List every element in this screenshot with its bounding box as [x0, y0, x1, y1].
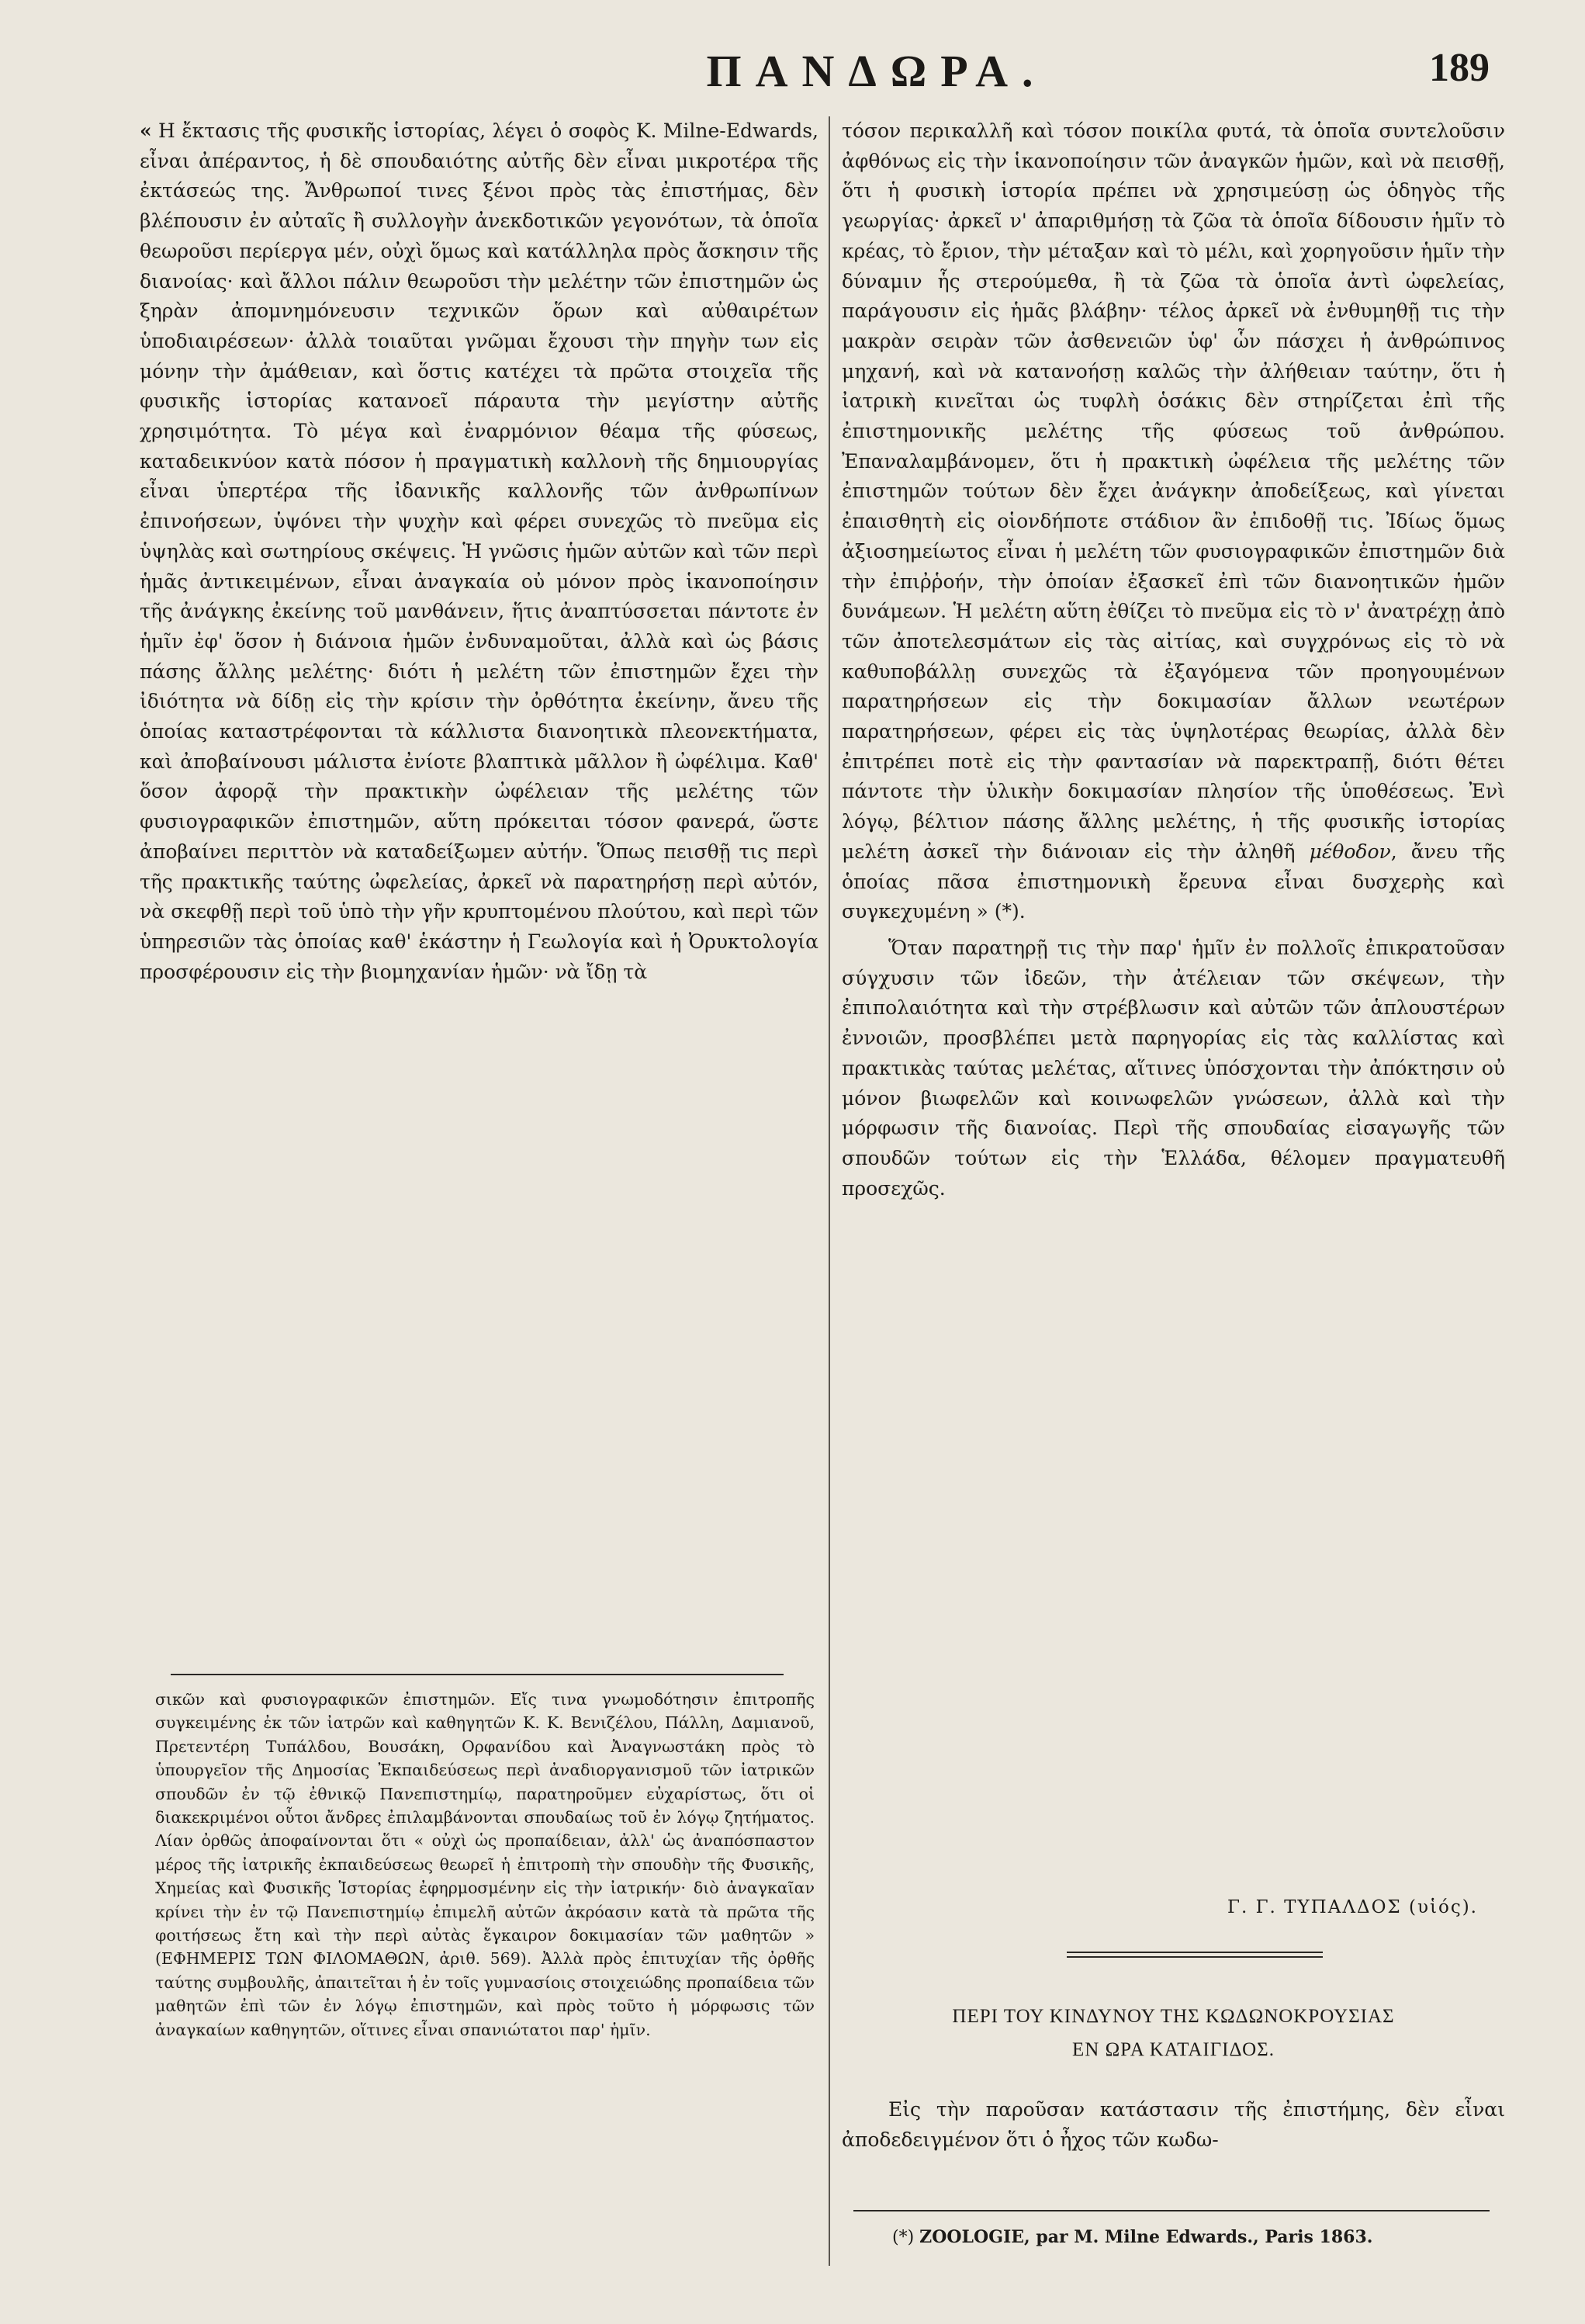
footnote-citation: ZOOLOGIE, par M. Milne Edwards., Paris 1863. — [919, 2227, 1373, 2247]
left-column — [140, 116, 818, 987]
page-header — [140, 31, 1505, 101]
right-column-paragraph-2: Ὅταν παρατηρῇ τις τὴν παρ' ἡμῖν ἐν πολλοῖς ἐπικρατοῦσαν σύγχυσιν τῶν ἰδεῶν, τὴν ἀτέλειαν τῶν σκέψεων, τὴν ἐπιπολαιότητα καὶ τὴν στρέβλωσιν καὶ αὐτῶν τῶν ἁπλουστέρων ἐννοιῶν, προσβλέπει μετὰ παρηγορίας εἰς τὰς καλλίστας καὶ πρακτικὰς ταύτας μελέτας, αἵτινες ὑπόσχονται τὴν ἀπόκτησιν οὐ μόνον βιωφελῶν καὶ κοινωφελῶν γνώσεων, ἀλλὰ καὶ τὴν μόρφωσιν τῆς διανοίας. Περὶ τῆς σπουδαίας εἰσαγωγῆς τῶν σπουδῶν τούτων εἰς τὴν Ἑλλάδα, θέλομεν πραγματευθῆ προσεχῶς. — [842, 936, 1505, 1200]
page-number: 189 — [1429, 46, 1490, 90]
right-column-paragraph-1 — [842, 116, 1505, 927]
footnote-marker: (*) — [892, 2228, 915, 2247]
left-footnote: σικῶν καὶ φυσιογραφικῶν ἐπιστημῶν. Εἴς τινα γνωμοδότησιν ἐπιτροπῆς συγκειμένης ἐκ τῶν ἰατρῶν καὶ καθηγητῶν Κ. Κ. Βενιζέλου, Πάλλη, Δαμιανοῦ, Πρετεντέρη Τυπάλδου, Βουσάκη, Ορφανίδου καὶ Ἀναγνωστάκη πρὸς τὸ ὑπουργεῖον τῆς Δημοσίας Ἐκπαιδεύσεως περὶ ἀναδιοργανισμοῦ τῶν ἰατρικῶν σπουδῶν ἐν τῷ ἐθνικῷ Πανεπιστημίῳ, παρατηροῦμεν εὐχαρίστως, ὅτι οἱ διακεκριμένοι οὗτοι ἄνδρες ἐπιλαμβάνονται σπουδαίως τοῦ ἐν λόγῳ ζητήματος. Λίαν ὀρθῶς ἀποφαίνονται ὅτι « οὐχὶ ὡς προπαίδειαν, ἀλλ' ὡς ἀναπόσπαστον μέρος τῆς ἰατρικῆς ἐκπαιδεύσεως θεωρεῖ ἡ ἐπιτροπὴ τὴν σπουδὴν τῆς Φυσικῆς, Χημείας καὶ Φυσικῆς Ἱστορίας ἐφηρμοσμένην εἰς τὴν ἰατρικήν· διὸ ἀναγκαῖαν κρίνει τὴν ἐν τῷ Πανεπιστημίῳ ἐπιμελῆ αὐτῶν ἀκρόασιν κατὰ τὰ πρῶτα τῆς φοιτήσεως ἔτη καὶ τὴν περὶ αὐτὰς ἔγκαιρον δοκιμασίαν τῶν μαθητῶν » (ΕΦΗΜΕΡΙΣ ΤΩΝ ΦΙΛΟΜΑΘΩΝ, ἀριθ. 569). Ἀλλὰ πρὸς ἐπιτυχίαν τῆς ὀρθῆς ταύτης συμβουλῆς, ἀπαιτεῖται ἡ ἐν τοῖς γυμνασίοις στοιχειώδης προπαίδεια τῶν μαθητῶν ἐπὶ τῶν ἐν λόγῳ ἐπιστημῶν, καὶ πρὸς τοῦτο ἡ μόρφωσις τῶν ἀναγκαίων καθηγητῶν, οἵτινες εἶναι σπανιώτατοι παρ' ἡμῖν. — [155, 1690, 815, 2039]
right-column-text-part2: , ἄνευ τῆς ὁποίας πᾶσα ἐπιστημονικὴ ἔρευνα εἶναι δυσχερὴς καὶ συγκεχυμένη » (*). — [842, 840, 1505, 923]
section-text: Εἰς τὴν παροῦσαν κατάστασιν τῆς ἐπιστήμης, δὲν εἶναι ἀποδεδειγμένον ὅτι ὁ ἦχος τῶν κωδω- — [842, 2098, 1505, 2151]
section-rule-bottom — [1067, 1956, 1323, 1958]
left-column-body — [140, 116, 818, 987]
italic-word: μέθοδον — [1309, 840, 1391, 863]
section-title-line-1: ΠΕΡΙ ΤΟΥ ΚΙΝΔΥΝΟΥ ΤΗΣ ΚΩΔΩΝΟΚΡΟΥΣΙΑΣ — [952, 2006, 1395, 2027]
left-column-text: Η ἔκτασις τῆς φυσικῆς ἱστορίας, λέγει ὁ σοφὸς Κ. Milne-Edwards, εἶναι ἀπέραντος, ἡ δὲ σπουδαιότης αὐτῆς δὲν εἶναι μικροτέρα τῆς ἐκτάσεώς της. Ἄνθρωποί τινες ξένοι πρὸς τὰς ἐπιστήμας, δὲν βλέπουσιν ἐν αὐταῖς ἢ συλλογὴν ἀνεκδοτικῶν γεγονότων, τὰ ὁποῖα θεωροῦσι περίεργα μέν, οὐχὶ ὅμως καὶ κατάλληλα πρὸς ἄσκησιν τῆς διανοίας· καὶ ἄλλοι πάλιν θεωροῦσι τὴν μελέτην τῶν ἐπιστημῶν ὡς ξηρὰν ἀπομνημόνευσιν τεχνικῶν ὅρων καὶ αὐθαιρέτων ὑποδιαιρέσεων· ἀλλὰ τοιαῦται γνῶμαι ἔχουσι τὴν πηγὴν των εἰς μόνην τὴν ἀμάθειαν, καὶ ὅστις κατέχει τὰ πρῶτα στοιχεῖα τῆς φυσικῆς ἱστορίας κατανοεῖ πάραυτα τὴν μεγίστην αὐτῆς χρησιμότητα. Τὸ μέγα καὶ ἐναρμόνιον θέαμα τῆς φύσεως, καταδεικνύον κατὰ πόσον ἡ πραγματικὴ καλλονὴ τῆς δημιουργίας εἶναι ὑπερτέρα τῆς ἰδανικῆς καλλονῆς τῶν ἀνθρωπίνων ἐπινοήσεων, ὑψόνει τὴν ψυχὴν καὶ φέρει συνεχῶς τὸ πνεῦμα εἰς ὑψηλὰς καὶ σωτηρίους σκέψεις. Ἡ γνῶσις ἡμῶν αὐτῶν καὶ τῶν περὶ ἡμᾶς ἀντικειμένων, εἶναι ἀναγκαία οὐ μόνον πρὸς ἱκανοποίησιν τῆς ἀνάγκης ἐκείνης τοῦ μανθάνειν, ἥτις ἀναπτύσσεται πάντοτε ἐν ἡμῖν ἐφ' ὅσον ἡ διάνοια ἡμῶν ἐνδυναμοῦται, ἀλλὰ καὶ ὡς βάσις πάσης ἄλλης μελέτης· διότι ἡ μελέτη τῶν ἐπιστημῶν ἔχει τὴν ἰδιότητα νὰ δίδῃ εἰς τὴν κρίσιν τὴν ὀρθότητα ἐκείνην, ἄνευ τῆς ὁποίας καταστρέφονται τὰ κάλλιστα διανοητικὰ πλεονεκτήματα, καὶ ἀποβαίνουσι μάλιστα ἐνίοτε βλαπτικὰ μᾶλλον ἢ ὠφέλιμα. Καθ' ὅσον ἀφορᾷ τὴν πρακτικὴν ὠφέλειαν τῆς μελέτης τῶν φυσιογραφικῶν ἐπιστημῶν, αὕτη πρόκειται τόσον φανερά, ὥστε ἀποβαίνει περιττὸν νὰ καταδείξωμεν αὐτήν. Ὅπως πεισθῇ τις περὶ τῆς πρακτικῆς ταύτης ὠφελείας, ἀρκεῖ νὰ παρατηρήσῃ περὶ αὐτόν, νὰ σκεφθῇ περὶ τοῦ ὑπὸ τὴν γῆν κρυπτομένου πλούτου, καὶ περὶ τῶν ὑπηρεσιῶν τὰς ὁποίας καθ' ἑκάστην ἡ Γεωλογία καὶ ἡ Ὀρυκτολογία προσφέρουσιν εἰς τὴν βιομηχανίαν ἡμῶν· νὰ ἴδῃ τὰ — [140, 119, 818, 983]
right-column — [842, 116, 1505, 1204]
right-footnote-rule — [853, 2210, 1490, 2211]
right-column-text-part1: τόσον περικαλλῆ καὶ τόσον ποικίλα φυτά, τὰ ὁποῖα συντελοῦσιν ἀφθόνως εἰς τὴν ἱκανοποίησιν τῶν ἀναγκῶν ἡμῶν, καὶ νὰ πεισθῇ, ὅτι ἡ φυσικὴ ἱστορία πρέπει νὰ χρησιμεύσῃ ὡς ὁδηγὸς τῆς γεωργίας· ἀρκεῖ ν' ἀπαριθμήσῃ τὰ ζῶα τὰ ὁποῖα δίδουσιν ἡμῖν τὸ κρέας, τὸ ἔριον, τὴν μέταξαν καὶ τὸ μέλι, καὶ χορηγοῦσιν ἡμῖν τὴν δύναμιν ἧς στερούμεθα, ἢ τὰ ζῶα τὰ ὁποῖα ἀντὶ ὠφελείας, παράγουσιν εἰς ἡμᾶς βλάβην· τέλος ἀρκεῖ νὰ ἐνθυμηθῇ τις τὴν μακρὰν σειρὰν τῶν ἀσθενειῶν ὑφ' ὧν πάσχει ἡ ἀνθρώπινος μηχανή, καὶ νὰ κατανοήσῃ καλῶς τὴν ἀλήθειαν ταύτην, ὅτι ἡ ἰατρικὴ κινεῖται ὡς τυφλὴ ὁσάκις δὲν στηρίζεται ἐπὶ τῆς ἐπιστημονικῆς μελέτης τῆς φύσεως τοῦ ἀνθρώπου. Ἐπαναλαμβάνομεν, ὅτι ἡ πρακτικὴ ὠφέλεια τῆς μελέτης τῶν ἐπιστημῶν τούτων δὲν ἔχει ἀνάγκην ἀποδείξεως, καὶ γίνεται ἐπαισθητὴ εἰς οἱονδήποτε στάδιον ἂν ἐπιδοθῇ τις. Ἰδίως ὅμως ἀξιοσημείωτος εἶναι ἡ μελέτη τῶν φυσιογραφικῶν ἐπιστημῶν διὰ τὴν ἐπιῤῥοήν, τὴν ὁποίαν ἐξασκεῖ ἐπὶ τῶν διανοητικῶν ἡμῶν δυνάμεων. Ἡ μελέτη αὕτη ἐθίζει τὸ πνεῦμα εἰς τὸ ν' ἀνατρέχῃ ἀπὸ τῶν ἀποτελεσμάτων εἰς τὰς αἰτίας, καὶ συγχρόνως εἰς τὸ νὰ καθυποβάλλῃ συνεχῶς τὰ ἐξαγόμενα τῶν προηγουμένων παρατηρήσεων εἰς τὴν δοκιμασίαν ἄλλων νεωτέρων παρατηρήσεων, φέρει εἰς τὰς ὑψηλοτέρας θεωρίας, ἀλλὰ δὲν ἐπιτρέπει ποτὲ εἰς τὴν φαντασίαν νὰ παρεκτραπῇ, διότι θέτει πάντοτε τὴν ὑλικὴν δοκιμασίαν πλησίον τῆς ὑποθέσεως. Ἐνὶ λόγῳ, βέλτιον πάσης ἄλλης μελέτης, ἡ τῆς φυσικῆς ἱστορίας μελέτη ἀσκεῖ τὴν διάνοιαν εἰς τὴν ἀληθῆ — [842, 119, 1505, 863]
quote-marker: « — [140, 119, 152, 142]
right-footnote — [892, 2225, 1497, 2250]
left-footnote-rule — [171, 1674, 784, 1675]
section-rule-top — [1067, 1952, 1323, 1953]
running-title: ΠΑΝΔΩΡΑ. — [706, 46, 1047, 96]
author-signature: Γ. Γ. ΤΥΠΑΛΔΟΣ (υἱός). — [1227, 1897, 1478, 1917]
column-divider — [829, 116, 830, 2266]
section-title-line-2: ΕΝ ΩΡΑ ΚΑΤΑΙΓΙΔΟΣ. — [1072, 2039, 1275, 2060]
